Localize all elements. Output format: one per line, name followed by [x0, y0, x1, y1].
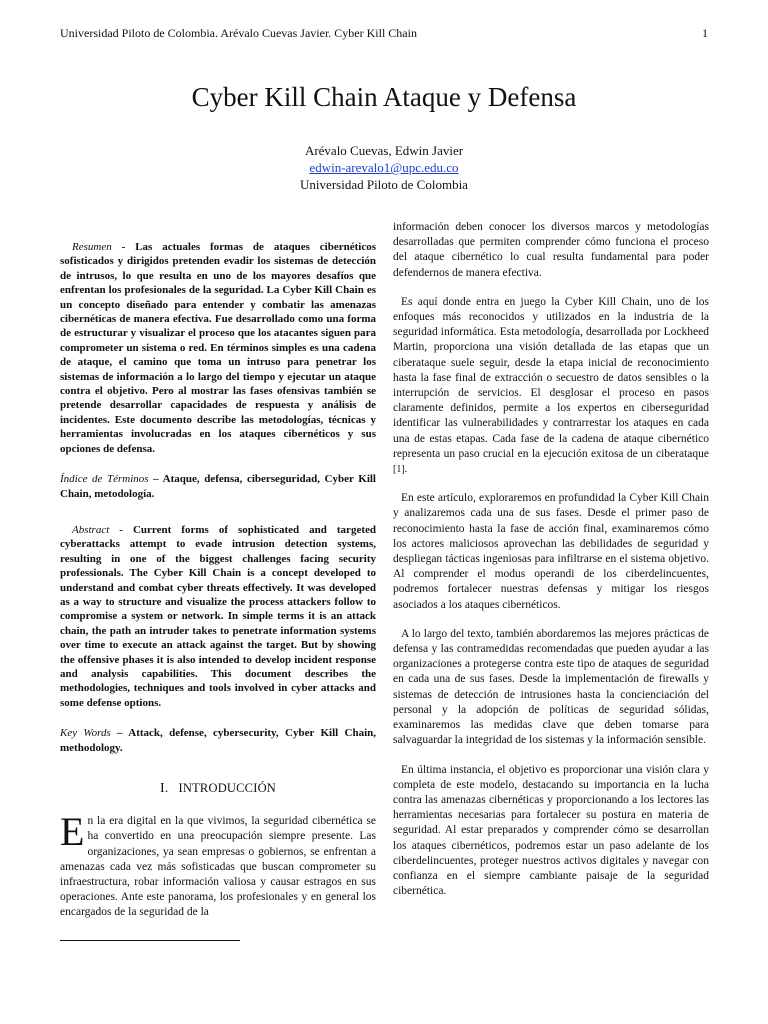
paragraph-1: información deben conocer los diversos marcos y metodologías desarrolladas que permiten comprender cómo funciona el proceso del ataque cibernético lo cual resulta fundamental para poder defendernos de manera efectiva. — [393, 221, 709, 279]
resumen-paragraph — [60, 240, 376, 456]
paragraph-5: En última instancia, el objetivo es proporcionar una visión clara y completa de este modelo, destacando su importancia en la lucha contra las amenazas cibernéticas y proporcionando a los lectores las herramientas necesarias para fortalecer su postura en materia de seguridad. Al estar preparados y comprender cómo se desarrollan los ataques cibernéticos, podremos estar un paso adelante de los ciberdelincuentes, proteger nuestros activos digitales y navegar con confianza en el siempre cambiante paisaje de la seguridad cibernética. — [393, 763, 709, 898]
keywords-text: – Attack, defense, cybersecurity, Cyber Kill Chain, methodology. — [60, 727, 376, 754]
abstract-paragraph — [60, 523, 376, 710]
paragraph-3: En este artículo, exploraremos en profundidad la Cyber Kill Chain y analizaremos cada una de sus fases. Desde el primer paso de reconocimiento hasta la fase de acción final, examinaremos cómo los actores maliciosos aprovechan las debilidades de seguridad y despliegan tácticas ingeniosas para infiltrarse en el sistema objetivo. Al comprender el modus operandi de los ciberdelincuentes, podremos fortalecer nuestras defensas y mitigar los riesgos asociados a los ataques cibernéticos. — [393, 492, 709, 611]
abstract-text: - Current forms of sophisticated and targeted cyberattacks attempt to evade intrusion detection systems, resulting in one of the biggest challenges facing security professionals. The Cyber Kill Chain is a concept developed to understand and combat cyber threats effectively. It was developed as a way to structure and visualize the process attackers follow to compromise a system or network. In simple terms it is an attack chain, the path an intruder takes to penetrate information systems over time to execute an attack against the target. But by showing the offensive phases it is also intended to develop incident response and analysis capabilities. This document describes the methodologies, techniques and tools involved in cyber attacks and some defense options. — [60, 523, 376, 709]
paragraph-4: A lo largo del texto, también abordaremos las mejores prácticas de defensa y las contramedidas recomendadas que pueden ayudar a las organizaciones a protegerse contra este tipo de ataques de seguridad en cada una de sus fases. Desde la implementación de firewalls y sistemas de detección de intrusiones hasta la concienciación del personal y la adopción de políticas de seguridad sólidas, examinaremos las medidas clave que deben tomarse para salvaguardar la integridad de los sistemas y la información sensible. — [393, 627, 709, 747]
paragraph-2-text: Es aquí donde entra en juego la Cyber Kill Chain, uno de los enfoques más reconocidos y utilizados en la industria de la seguridad informática. Esta metodología, desarrollada por Lockheed Martin, proporciona una visión detallada de las etapas que un ciberataque suele seguir, desde la etapa inicial de reconocimiento hasta la fase final de extracción o secuestro de datos sensibles o la interrupción de servicios. El desglosar el proceso en pasos claramente definidos, permite a los expertos en ciberseguridad identificar las vulnerabilidades y contrarrestar los ataques en cada una de estas etapas. Cada fase de la cadena de ataque cibernético representa un paso crucial en la ejecución exitosa de un ciberataque — [393, 295, 709, 460]
indice-label: Índice de Términos — [60, 473, 149, 486]
resumen-text: - Las actuales formas de ataques cibernéticos sofisticados y dirigidos pretenden evadir los sistemas de detección de intrusos, lo que resulta en uno de los mayores desafíos que enfrentan los profesionales de la seguridad. La Cyber Kill Chain es un concepto diseñado para entender y combatir las amenazas cibernéticas de manera efectiva. Fue desarrollado como una forma de estructurar y visualizar el proceso que los atacantes siguen para comprometer un sistema o red. En términos simples es una cadena de ataque, el camino que toma un intruso para penetrar los sistemas de información a lo largo del tiempo y ejecutar un ataque contra el objetivo. Pero al mostrar las fases ofensivas también se pretende desarrollar capacidades de respuesta y análisis de incidentes. Este documento describe las metodologías, técnicas y herramientas involucradas en los ataques cibernéticos y sus opciones de defensa. — [60, 241, 376, 455]
footnote-rule — [60, 940, 240, 941]
running-header — [60, 26, 708, 41]
paragraph-2 — [393, 295, 709, 477]
section-title: INTRODUCCIÓN — [178, 781, 277, 795]
author-block — [0, 142, 768, 193]
author-email-link[interactable]: edwin-arevalo1@upc.edu.co — [309, 160, 459, 175]
author-name: Arévalo Cuevas, Edwin Javier — [304, 143, 464, 158]
indice-terminos — [60, 472, 376, 501]
author-affiliation: Universidad Piloto de Colombia — [300, 177, 468, 192]
right-column — [393, 220, 709, 913]
page-number: 1 — [702, 26, 708, 40]
indice-text: – Ataque, defensa, ciberseguridad, Cyber Kill Chain, metodología. — [60, 473, 376, 500]
citation-1: [1]. — [393, 464, 408, 476]
section-number: I. — [159, 781, 169, 796]
running-header-text: Universidad Piloto de Colombia. Arévalo Cuevas Javier. Cyber Kill Chain — [60, 26, 417, 40]
section-heading-introduccion — [60, 781, 376, 796]
keywords-label: Key Words — [60, 727, 111, 740]
drop-cap: E — [60, 809, 85, 855]
resumen-label: Resumen — [72, 241, 112, 253]
paper-title: Cyber Kill Chain Ataque y Defensa — [191, 82, 577, 112]
intro-text: n la era digital en la que vivimos, la seguridad cibernética se ha convertido en una preocupación siempre presente. Las organizaciones, ya sean empresas o gobiernos, se enfrentan a amenazas cada vez más sofisticadas que buscan comprometer su infraestructura, robar información valiosa y causar estragos en sus operaciones. Ante este panorama, los profesionales y en general los encargados de la seguridad de la — [60, 815, 376, 919]
abstract-label: Abstract — [72, 523, 110, 536]
key-words — [60, 726, 376, 755]
intro-paragraph — [60, 809, 376, 920]
left-column — [60, 240, 376, 921]
